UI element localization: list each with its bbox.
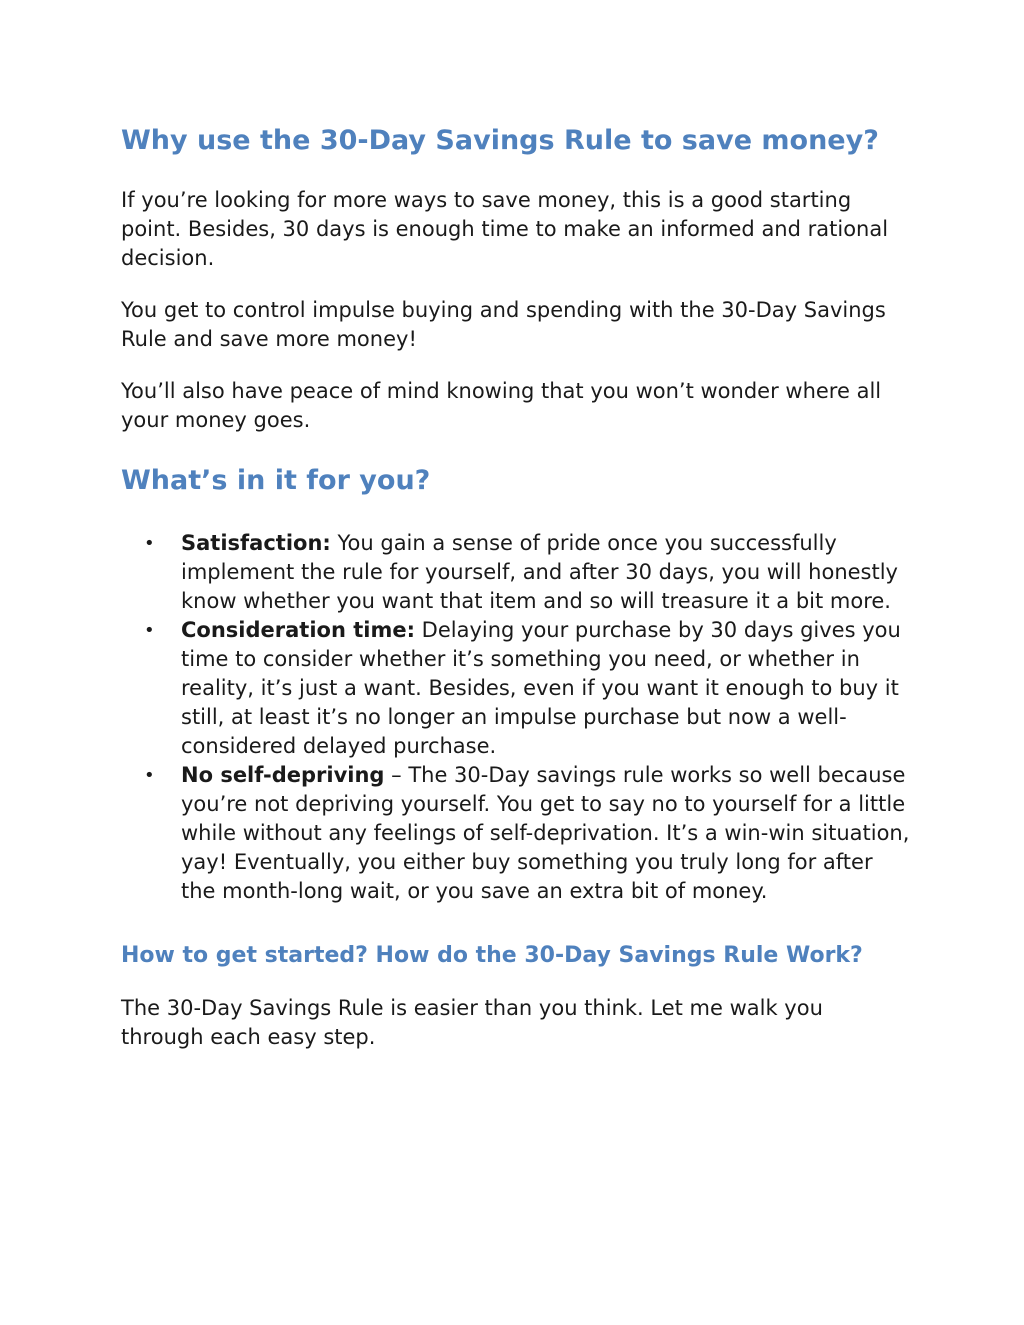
list-item-consideration bbox=[144, 616, 911, 761]
benefits-list bbox=[121, 529, 911, 906]
list-item-no-self-depriving bbox=[144, 761, 911, 906]
document-page bbox=[121, 118, 911, 1052]
section-heading-whats-in-it: What’s in it for you? bbox=[121, 465, 431, 496]
bullet-icon: • bbox=[144, 533, 155, 554]
bullet-icon: • bbox=[144, 620, 155, 641]
paragraph-impulse: You get to control impulse buying and spending with the 30-Day Savings Rule and save more money! bbox=[121, 298, 886, 351]
bullet-text: – The 30-Day savings rule works so well because you’re not depriving yourself. You get to say no to yourself for a little while without any feelings of self-deprivation. It’s a win-win situation, yay! Eventually, you either buy something you truly long for after the month-long wait, or you save an extra bit of money. bbox=[181, 763, 910, 903]
paragraph-walkthrough: The 30-Day Savings Rule is easier than you think. Let me walk you through each easy step. bbox=[121, 996, 823, 1049]
bullet-term: No self-depriving bbox=[181, 763, 385, 787]
paragraph-peace: You’ll also have peace of mind knowing that you won’t wonder where all your money goes. bbox=[121, 379, 882, 432]
bullet-term: Satisfaction: bbox=[181, 531, 331, 555]
section-heading-why: Why use the 30-Day Savings Rule to save money? bbox=[121, 125, 879, 156]
list-item-satisfaction bbox=[144, 529, 911, 616]
bullet-text: Delaying your purchase by 30 days gives you time to consider whether it’s something you need, or whether in reality, it’s just a want. Besides, even if you want it enough to buy it still, at least it’s no longer an impulse purchase but now a well-considered delayed purchase. bbox=[181, 618, 901, 758]
bullet-text: You gain a sense of pride once you successfully implement the rule for yourself, and after 30 days, you will honestly know whether you want that item and so will treasure it a bit more. bbox=[181, 531, 898, 613]
paragraph-intro: If you’re looking for more ways to save money, this is a good starting point. Besides, 30 days is enough time to make an informed and rational decision. bbox=[121, 188, 889, 270]
bullet-icon: • bbox=[144, 765, 155, 786]
bullet-term: Consideration time: bbox=[181, 618, 415, 642]
section-heading-how-to-start: How to get started? How do the 30-Day Savings Rule Work? bbox=[121, 943, 863, 968]
